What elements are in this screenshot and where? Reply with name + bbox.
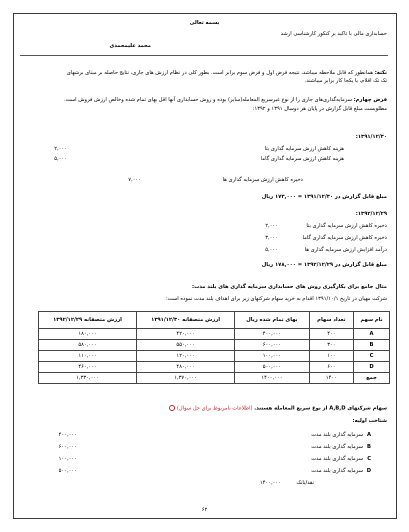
entry-label: نقد/بانک bbox=[296, 480, 314, 486]
entry-label: سرمایه گذاری بلند مدت bbox=[311, 432, 363, 438]
entry-value: ۶۰۰,۰۰۰ bbox=[58, 444, 77, 450]
note-text: همانطور که قابل ملاحظه میباشد، نتیجه فرض اول و فرض سوم برابر است. بطور کلی در نظام ارزش های جاری، نتایج حاصله بر مبنای برشهای bbox=[66, 70, 374, 76]
date-heading-1391: ۱۳۹۱/۱۲/۳۰: bbox=[355, 134, 387, 140]
smiley-icon bbox=[169, 405, 175, 411]
entry-value: ۵,۰۰۰ bbox=[54, 156, 67, 162]
table-cell: ۱۱۰,۰۰۰ bbox=[39, 351, 137, 362]
entry-value: ۴۰۰,۰۰۰ bbox=[58, 432, 77, 438]
entry-code: B bbox=[367, 444, 371, 450]
entry-value: ۱۰۰,۰۰۰ bbox=[58, 456, 77, 462]
entry-value: ۳,۰۰۰ bbox=[265, 235, 278, 241]
note-label: نکته: bbox=[374, 70, 387, 76]
table-cell: ۱۴۰۰,۰۰۰ bbox=[235, 373, 310, 384]
table-cell: ۵۵۰,۰۰۰ bbox=[137, 340, 235, 351]
table-cell: ۶۰۰,۰۰۰ bbox=[235, 340, 310, 351]
entry-label: ذخیره کاهش ارزش سرمایه گذاری بتا bbox=[306, 223, 387, 229]
entry-code: A bbox=[366, 432, 371, 438]
column-header: نام سهم bbox=[354, 312, 390, 329]
entry-label: درآمد افزایش ارزش سرمایه گذاری ها bbox=[304, 247, 387, 253]
table-cell: ۶۰۰ bbox=[309, 362, 353, 373]
column-header: ارزش متصفانه ۱۳۹۲/۱۲/۲۹ bbox=[39, 312, 137, 329]
table-cell: ۴۰۰ bbox=[309, 329, 353, 340]
separator bbox=[20, 55, 388, 56]
reported-amount-1392: مبلغ قابل گزارش در ۱۳۹۲/۱۲/۲۹ = ۱۷۸,۰۰۰ ریال bbox=[261, 262, 387, 268]
entry-label: ذخیره کاهش ارزش سرمایه گذاری گاما bbox=[302, 235, 387, 241]
table-cell: ۴۶۰,۰۰۰ bbox=[39, 362, 137, 373]
table-row bbox=[39, 362, 390, 373]
author-name: محمد علیمحمدی bbox=[109, 43, 151, 49]
entry-label: سرمایه گذاری بلند مدت bbox=[311, 456, 363, 462]
page-header: بسمه تعالی bbox=[189, 20, 220, 26]
section-note: (اطلاعات نامربوط برای حل سوال) bbox=[176, 405, 253, 412]
table-cell: ۳۰۰ bbox=[309, 340, 353, 351]
example-description: شرکت مهیان در تاریخ ۱۳۹۱/۱۰/۱ اقدام به خرید سهام شرکتهای زیر برای اهداف بلند مدت نموده است: bbox=[166, 296, 387, 302]
table-cell: ۴۸۰,۰۰۰ bbox=[137, 362, 235, 373]
table-cell: ۵۸۰,۰۰۰ bbox=[39, 340, 137, 351]
note-paragraph bbox=[67, 70, 387, 76]
table-total-row bbox=[39, 373, 390, 384]
table-cell: ۱,۳۷۰,۰۰۰ bbox=[137, 373, 235, 384]
entry-label: سرمایه گذاری بلند مدت bbox=[311, 444, 363, 450]
column-header: بهای تمام شده ریال bbox=[235, 312, 310, 329]
entry-label: سرمایه گذاری بلند مدت bbox=[311, 468, 363, 474]
date-heading-1392: ۱۳۹۲/۱۲/۲۹: bbox=[355, 211, 387, 217]
investments-table bbox=[38, 311, 390, 384]
assumption-paragraph bbox=[64, 97, 387, 103]
table-cell: B bbox=[354, 340, 390, 351]
table-row bbox=[39, 340, 390, 351]
entry-value: ۲,۰۰۰ bbox=[54, 146, 67, 152]
section-title: سهام شرکتهای A,B,D از نوع سریع المعامله هستند. bbox=[254, 405, 387, 412]
table-cell: ۱۴۰۰ bbox=[309, 373, 353, 384]
section-heading bbox=[167, 405, 387, 412]
entry-code: C bbox=[367, 456, 371, 462]
table-cell: ۴۰۰,۰۰۰ bbox=[235, 329, 310, 340]
entry-value: ۷,۰۰۰ bbox=[128, 177, 141, 183]
entry-code: D bbox=[366, 468, 371, 474]
entry-value: ۱۴۰۰,۰۰۰ bbox=[259, 480, 281, 486]
entry-value: ۵۰۰,۰۰۰ bbox=[58, 468, 77, 474]
table-cell: ۱۲۰,۰۰۰ bbox=[137, 351, 235, 362]
page-number: ۶۲ bbox=[201, 507, 208, 513]
column-header: ارزش متصفانه ۱۳۹۱/۱۲/۳۰ bbox=[137, 312, 235, 329]
assumption-label: فرض چهارم: bbox=[353, 97, 387, 103]
entry-value: ۵,۰۰۰ bbox=[265, 247, 278, 253]
entry-label: هزینه کاهش ارزش سرمایه گذاری بتا bbox=[264, 146, 344, 152]
table-row bbox=[39, 351, 390, 362]
table-cell: جمع bbox=[354, 373, 390, 384]
entry-label: هزینه کاهش ارزش سرمایه گذاری گاما bbox=[260, 156, 344, 162]
table-cell: ۱۸۰,۰۰۰ bbox=[39, 329, 137, 340]
entry-value: ۲,۰۰۰ bbox=[265, 223, 278, 229]
table-cell: ۱۰۰,۰۰۰ bbox=[235, 351, 310, 362]
initial-recognition-label: شناخت اولیه: bbox=[352, 418, 387, 424]
table-cell: ۵۰۰,۰۰۰ bbox=[235, 362, 310, 373]
table-cell: ۴۲۰,۰۰۰ bbox=[137, 329, 235, 340]
table-cell: D bbox=[354, 362, 390, 373]
table-cell: ۱۰۰ bbox=[309, 351, 353, 362]
subtitle: حسابداری مالی با تاکید بر کنکور کارشناسی ارشد bbox=[280, 31, 387, 37]
entry-label: ذخیره کاهش ارزش سرمایه گذاری ها bbox=[222, 177, 303, 183]
table-cell: C bbox=[354, 351, 390, 362]
assumption-question: مطلوبست مبلغ قابل گزارش در پایان هر دوسال ۱۳۹۱ و ۱۳۹۲: bbox=[252, 106, 387, 112]
example-title: مثال جامع برای بکارگیری روش های حسابداری سرمایه گذاری های بلند مدت: bbox=[192, 284, 387, 290]
table-row bbox=[39, 329, 390, 340]
table-cell: ۱,۳۳۰,۰۰۰ bbox=[39, 373, 137, 384]
reported-amount-1391: مبلغ قابل گزارش در ۱۳۹۱/۱۲/۳۰ = ۱۷۳,۰۰۰ ریال bbox=[261, 194, 387, 200]
note-text-continued: تک تک اقلام، یا یکجا کار برابر میباشند. bbox=[304, 78, 387, 84]
column-header: تعداد سهام bbox=[309, 312, 353, 329]
table-header-row bbox=[39, 312, 390, 329]
table-cell: A bbox=[354, 329, 390, 340]
assumption-text: سرمایه‌گذاری‌های جاری را از نوع غیرسریع المعامله(سایر) بوده و روش حسابداری آنها اقل بهای تمام شده وخالص ارزش فروش است. bbox=[64, 97, 352, 103]
